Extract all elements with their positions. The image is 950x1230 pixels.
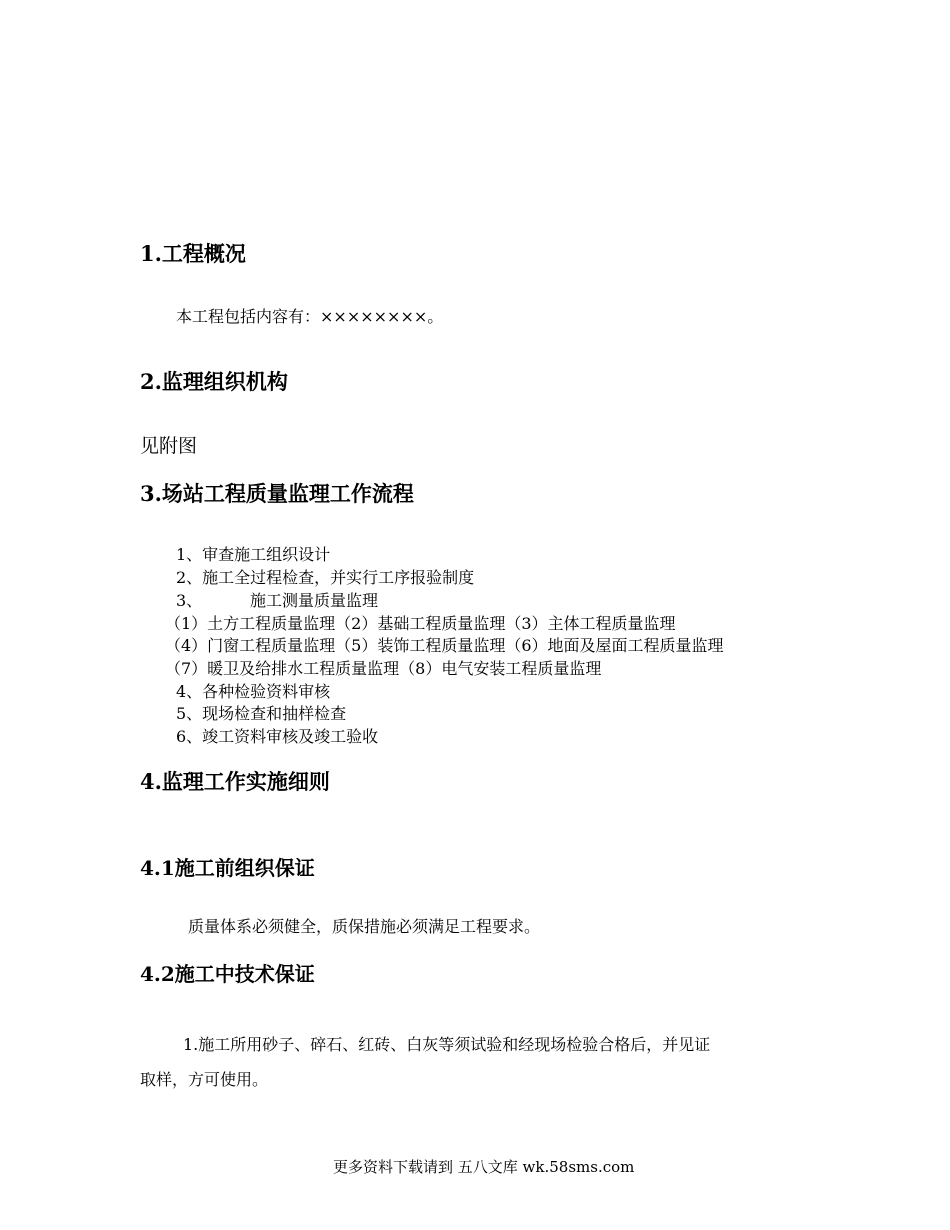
section-4-2-title: 4.2施工中技术保证	[140, 962, 315, 986]
workflow-line: 5、现场检查和抽样检查	[176, 704, 347, 723]
workflow-line: （7）暖卫及给排水工程质量监理（8）电气安装工程质量监理	[165, 659, 602, 678]
section-2-body: 见附图	[140, 435, 198, 457]
workflow-line: 3、	[176, 591, 203, 610]
section-1-title: 1.工程概况	[140, 241, 246, 266]
workflow-line: 1、审查施工组织设计	[176, 545, 331, 564]
workflow-line: 4、各种检验资料审核	[176, 682, 331, 701]
section-2-title: 2.监理组织机构	[140, 369, 288, 394]
workflow-line: 2、施工全过程检查，并实行工序报验制度	[176, 568, 475, 587]
section-1-body: 本工程包括内容有：××××××××。	[176, 307, 444, 326]
section-4-1-title: 4.1施工前组织保证	[140, 856, 315, 880]
section-4-title: 4.监理工作实施细则	[140, 769, 330, 794]
section-4-1-body: 质量体系必须健全，质保措施必须满足工程要求。	[188, 917, 541, 936]
footer-text: 更多资料下载请到 五八文库 wk.58sms.com	[333, 1158, 635, 1176]
section-4-2-body-line1: 1.施工所用砂子、碎石、红砖、白灰等须试验和经现场检验合格后，并见证	[183, 1035, 711, 1054]
workflow-line: 6、竣工资料审核及竣工验收	[176, 727, 379, 746]
section-4-2-body-line2: 取样，方可使用。	[140, 1070, 269, 1089]
workflow-line: （1）土方工程质量监理（2）基础工程质量监理（3）主体工程质量监理	[165, 614, 676, 633]
section-3-title: 3.场站工程质量监理工作流程	[140, 481, 414, 506]
workflow-line: 施工测量质量监理	[250, 591, 379, 610]
workflow-line: （4）门窗工程质量监理（5）装饰工程质量监理（6）地面及屋面工程质量监理	[165, 636, 724, 655]
